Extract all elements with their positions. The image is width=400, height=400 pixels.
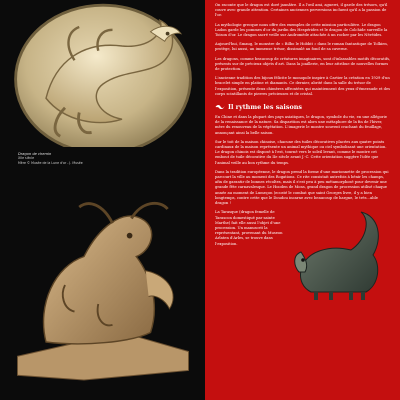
paragraph: On raconte que le dragon est doré jaunâtre. Il a l'œil ami, aguerri, il garde des trésors, qu'il couve avec grande attention. Certaines anciennes perversions incluent qu'il a la passion de l'or. [215,3,388,18]
paragraph: La mythologie grecque nous offre des exemples de cette mission particulière. Le dragon Ladon garde les pommes d'or du jardin des Hespérides et le dragon de Colchide surveille la Toison d'or. Le dragon sacré veille sur Andromède attachée à un rocher par les Néréides. [215,22,388,38]
paragraph: En Chine et dans la plupart des pays asiatiques, le dragon, symbole du vie, en une allégorie de la renaissance de la nature. Sa disparition est alors une métaphore de la fin de l'hiver, mère du renouveau de la végétation. L'imagerie le montre souvent crachant du feuillage, annonçant ainsi la belle saison. [215,115,387,135]
paragraph: Les dragons, comme beaucoup de créatures imaginaires, sont d'inlassables motifs décoratifs, présents sur de précieux objets d'art. Dans la joaillerie, en leur attribue de nouvelles formes de protection. [215,56,391,72]
caption-credit: Mère © Musée de la Lune d'or - J. Musée [18,160,83,165]
section-heading [215,103,392,111]
bronze-dragon-figure [291,210,391,300]
paragraph: Aujourd'hui, Smaug, le monstre de « Bilbo le Hobbit » dans le roman fantastique de Tolkien, protège, lui aussi, un immense trésor, dissimulé au fond de sa caverne. [215,42,388,52]
section-title: Il rythme les saisons [228,103,302,112]
paragraph: La Tarasque (dragon femelle de Tarascon domestiqué par sainte Marthe) fait elle aussi l'objet d'une procession. Un manuscrit la représentant, provenant du Museon Arlaten d'Arles, se trouve dans l'exposition. [215,210,283,246]
dragon-medallion-relief [8,2,198,147]
paragraph: L'ancienne tradition des bijoux félicite le monopole inspire à Cartier la création en 1929 d'un bracelet simple en platine et diamants. Ce dernier, abrité dans la salle du trésor de l'exposition, présente deux chimères affrontées qui maintiennent des yeux d'émeraude et des corps scintillants de pierres précieuses et de cristal. [215,76,391,96]
ceramic-dragon-statue [8,175,198,395]
paragraph: Sur le toit de la maison chinoise, chacune des tuiles décoratives placées aux quatre points cardinaux de la maison représente un animal mythique ou ciel symbolisant une orientation. Le dragon chinois est disposé à l'est, tourné vers le soleil levant, comme le montre cet embout de tuile décorative du IIe siècle avant J.-C. Cette orientation suggère l'idée que l'animal veille au bon rythme du temps. [215,139,387,165]
caption-title: Dragon de chemin [18,152,52,156]
caption-top-artwork [18,152,138,165]
paragraph: Dans la tradition européenne, le dragon prend la forme d'une marionnette de procession qui parcourt la ville au moment des Rogations. Ce rite consistait autrefois à bénir les champs, afin de garantir de bonnes récoltes, mais il s'est peu à peu métamorphosé pour devenir une grande fête carnavalesque. Le Hooden de Mons, grand dragon de procession utilisé chaque année au moment de Lumeçon (ecosté le combat que saint Georges livre, il y a bien longtemps, contre cette que le Doudou incarne avec beaucoup de hargne, le très...able dragon ! [215,169,389,206]
text-column [205,0,400,400]
dragon-ornament-icon [215,104,225,110]
caption-date: XIIe siècle [18,156,35,161]
